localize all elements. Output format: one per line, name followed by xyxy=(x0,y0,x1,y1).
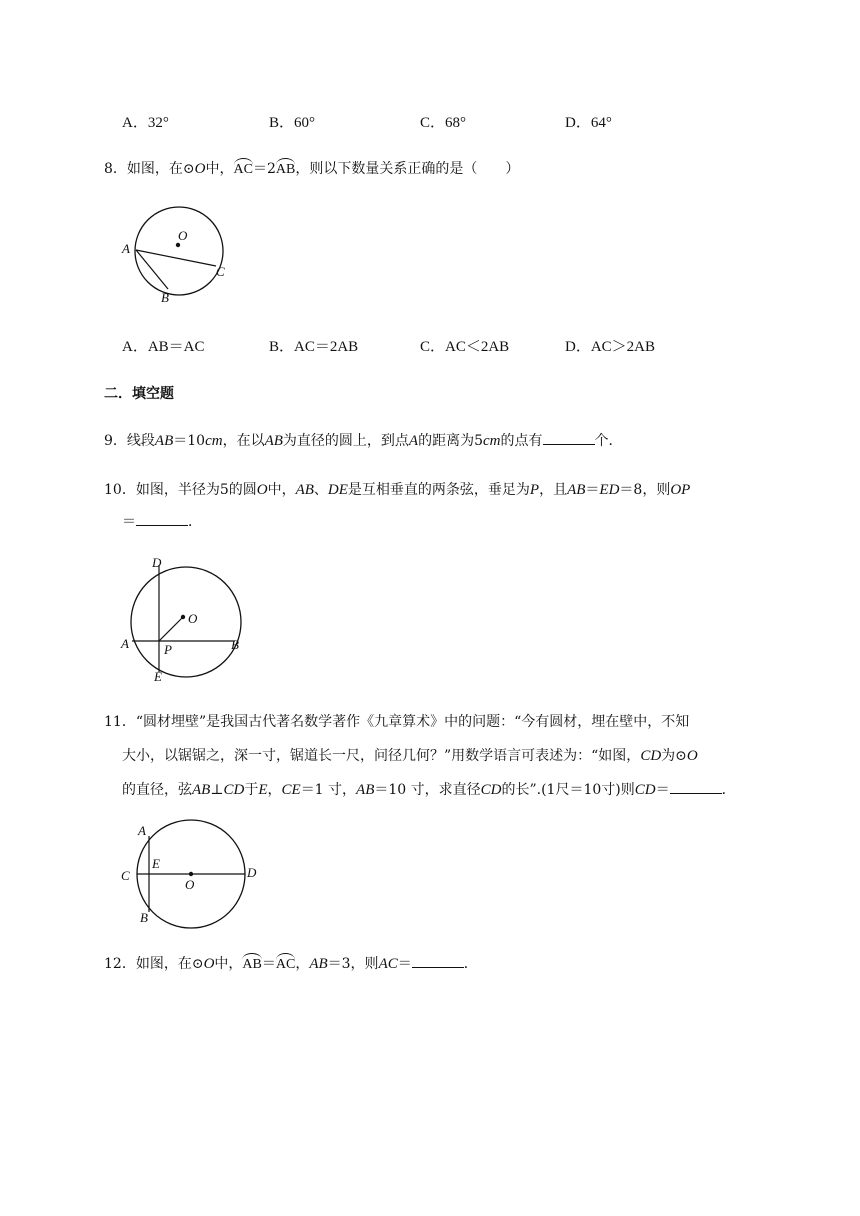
label-p: P xyxy=(164,642,172,657)
q11-line3: 的直径，弦AB⊥CD于E，CE＝1 寸，AB＝10 寸，求直径CD的长”.(1尺＝10寸)则CD＝ ． xyxy=(122,779,736,799)
label-o: O xyxy=(178,228,188,243)
q7-option-c: C．68° xyxy=(420,115,467,131)
center-dot xyxy=(176,243,180,247)
q7-option-a: A．32° xyxy=(122,115,169,131)
q10-circle xyxy=(131,567,241,677)
arc-ac: AC xyxy=(234,158,253,178)
q12-question: 12．如图，在⊙O中，AB＝AC，AB＝3，则AC＝ ． xyxy=(104,953,478,973)
label-o: O xyxy=(185,877,195,892)
circle-dot-symbol: ⊙ xyxy=(182,161,195,177)
q10-figure xyxy=(116,552,256,688)
label-d: D xyxy=(247,865,257,880)
q11-figure xyxy=(116,818,266,930)
label-a: A xyxy=(121,636,129,651)
circle-dot-symbol: ⊙ xyxy=(675,748,687,764)
q8-option-b: B．AC＝2AB xyxy=(269,339,359,355)
q10-answer-line: ＝ ． xyxy=(122,511,202,531)
q11-line2: 大小，以锯锯之，深一寸，锯道长一尺，问径几何？”用数学语言可表述为：“如图，CD为⊙O xyxy=(122,748,698,764)
q8-option-c: C．AC＜2AB xyxy=(420,339,510,355)
label-b: B xyxy=(231,637,239,652)
q8-question: 8．如图，在⊙O中，AC＝2AB，则以下数量关系正确的是（ ） xyxy=(104,158,519,178)
q8-circle xyxy=(135,207,223,295)
center-dot xyxy=(181,615,185,619)
label-e: E xyxy=(154,669,162,684)
label-o: O xyxy=(188,611,198,626)
arc-ac: AC xyxy=(276,953,295,973)
arc-ab: AB xyxy=(242,953,261,973)
answer-blank[interactable] xyxy=(136,511,188,526)
chord-ac xyxy=(136,250,216,266)
q10-question: 10．如图，半径为5的圆O中，AB、DE是互相垂直的两条弦，垂足为P，且AB＝ED＝8，则OP xyxy=(104,482,691,498)
segment-op xyxy=(159,617,183,641)
label-c: C xyxy=(121,868,130,883)
label-d: D xyxy=(152,555,162,570)
label-e: E xyxy=(152,856,160,871)
section-title: 二．填空题 xyxy=(104,386,174,402)
label-b: B xyxy=(140,910,148,925)
arc-ab: AB xyxy=(276,158,295,178)
label-b: B xyxy=(161,290,169,305)
q9-question: 9．线段AB＝10cm，在以AB为直径的圆上，到点A的距离为5cm的点有 个． xyxy=(104,430,623,450)
q11-line1: 11．“圆材埋壁”是我国古代著名数学著作《九章算术》中的问题：“今有圆材，埋在壁中，不知 xyxy=(104,714,690,730)
q8-option-d: D．AC＞2AB xyxy=(565,339,656,355)
label-a: A xyxy=(122,241,130,256)
q7-option-d: D．64° xyxy=(565,115,612,131)
label-a: A xyxy=(138,823,146,838)
answer-blank[interactable] xyxy=(412,953,464,968)
q8-option-a: A．AB＝AC xyxy=(122,339,205,355)
q8-figure xyxy=(118,198,238,310)
answer-blank[interactable] xyxy=(670,779,722,794)
center-dot xyxy=(189,872,193,876)
label-c: C xyxy=(216,264,225,279)
answer-blank[interactable] xyxy=(543,430,595,445)
q7-option-b: B．60° xyxy=(269,115,316,131)
circle-dot-symbol: ⊙ xyxy=(191,956,204,972)
